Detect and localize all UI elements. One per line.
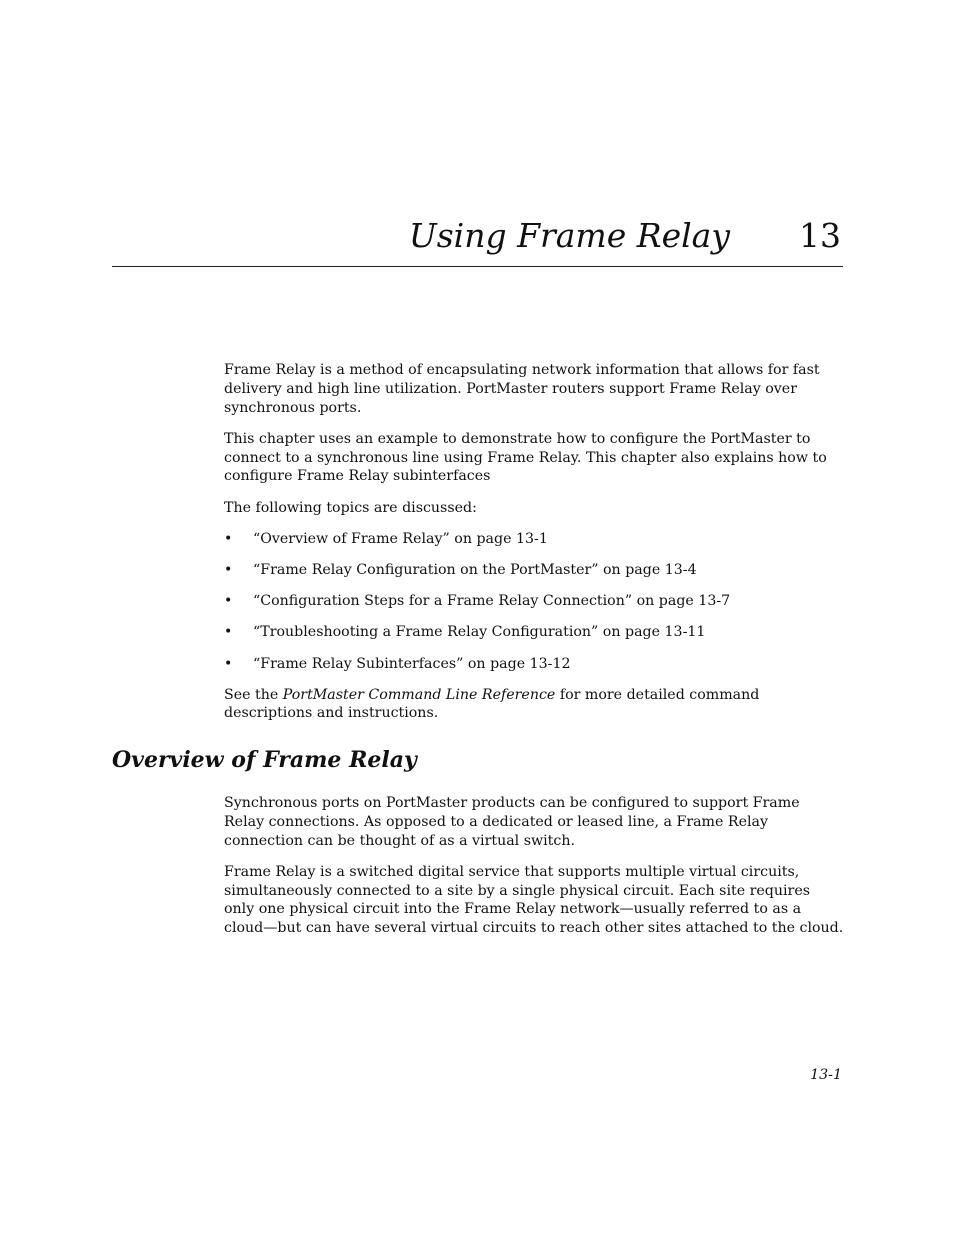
overview-section (224, 794, 844, 950)
topic-link-overview[interactable]: “Overview of Frame Relay” on page 13-1 (253, 530, 548, 547)
topic-link-configuration[interactable]: “Frame Relay Configuration on the PortMaster” on page 13-4 (253, 561, 697, 578)
topic-item (224, 530, 844, 549)
bullet-icon: • (224, 561, 233, 578)
topic-item (224, 655, 844, 674)
bullet-icon: • (224, 655, 233, 672)
topics-lead: The following topics are discussed: (224, 499, 477, 516)
section-heading-overview: Overview of Frame Relay (112, 747, 417, 773)
overview-paragraph: Frame Relay is a switched digital service that supports multiple virtual circuits, simultaneously connected to a site by a single physical circuit. Each site requires only one physical circuit into the Frame Relay network—usually referred to as a cloud—but can have several virtual circuits to reach other sites attached to the cloud. (224, 863, 844, 937)
reference-title: PortMaster Command Line Reference (282, 686, 556, 703)
see-also-suffix: for more detailed command descriptions and instructions. (224, 686, 760, 722)
overview-paragraph: Synchronous ports on PortMaster products can be configured to support Frame Relay connections. As opposed to a dedicated or leased line, a Frame Relay connection can be thought of as a virtual switch. (224, 795, 800, 849)
topic-link-troubleshooting[interactable]: “Troubleshooting a Frame Relay Configuration” on page 13-11 (253, 624, 706, 641)
intro-paragraph: Frame Relay is a method of encapsulating network information that allows for fast delivery and high line utilization. PortMaster routers support Frame Relay over synchronous ports. (224, 362, 820, 416)
see-also-paragraph (224, 686, 844, 724)
topic-item (224, 561, 844, 580)
topics-list (224, 530, 844, 674)
topic-item (224, 592, 844, 611)
bullet-icon: • (224, 624, 233, 641)
topic-link-subinterfaces[interactable]: “Frame Relay Subinterfaces” on page 13-12 (253, 655, 571, 672)
intro-section (224, 361, 844, 736)
chapter-title: Using Frame Relay (408, 216, 730, 255)
page-number: 13-1 (810, 1067, 842, 1083)
chapter-header (112, 212, 843, 267)
bullet-icon: • (224, 530, 233, 547)
bullet-icon: • (224, 593, 233, 610)
see-also-prefix: See the (224, 686, 283, 703)
chapter-number: 13 (799, 216, 841, 255)
topic-item (224, 623, 844, 642)
topic-link-configuration-steps[interactable]: “Configuration Steps for a Frame Relay Connection” on page 13-7 (253, 593, 731, 610)
intro-paragraph: This chapter uses an example to demonstrate how to configure the PortMaster to connect to a synchronous line using Frame Relay. This chapter also explains how to configure Frame Relay subinterfaces (224, 430, 827, 485)
